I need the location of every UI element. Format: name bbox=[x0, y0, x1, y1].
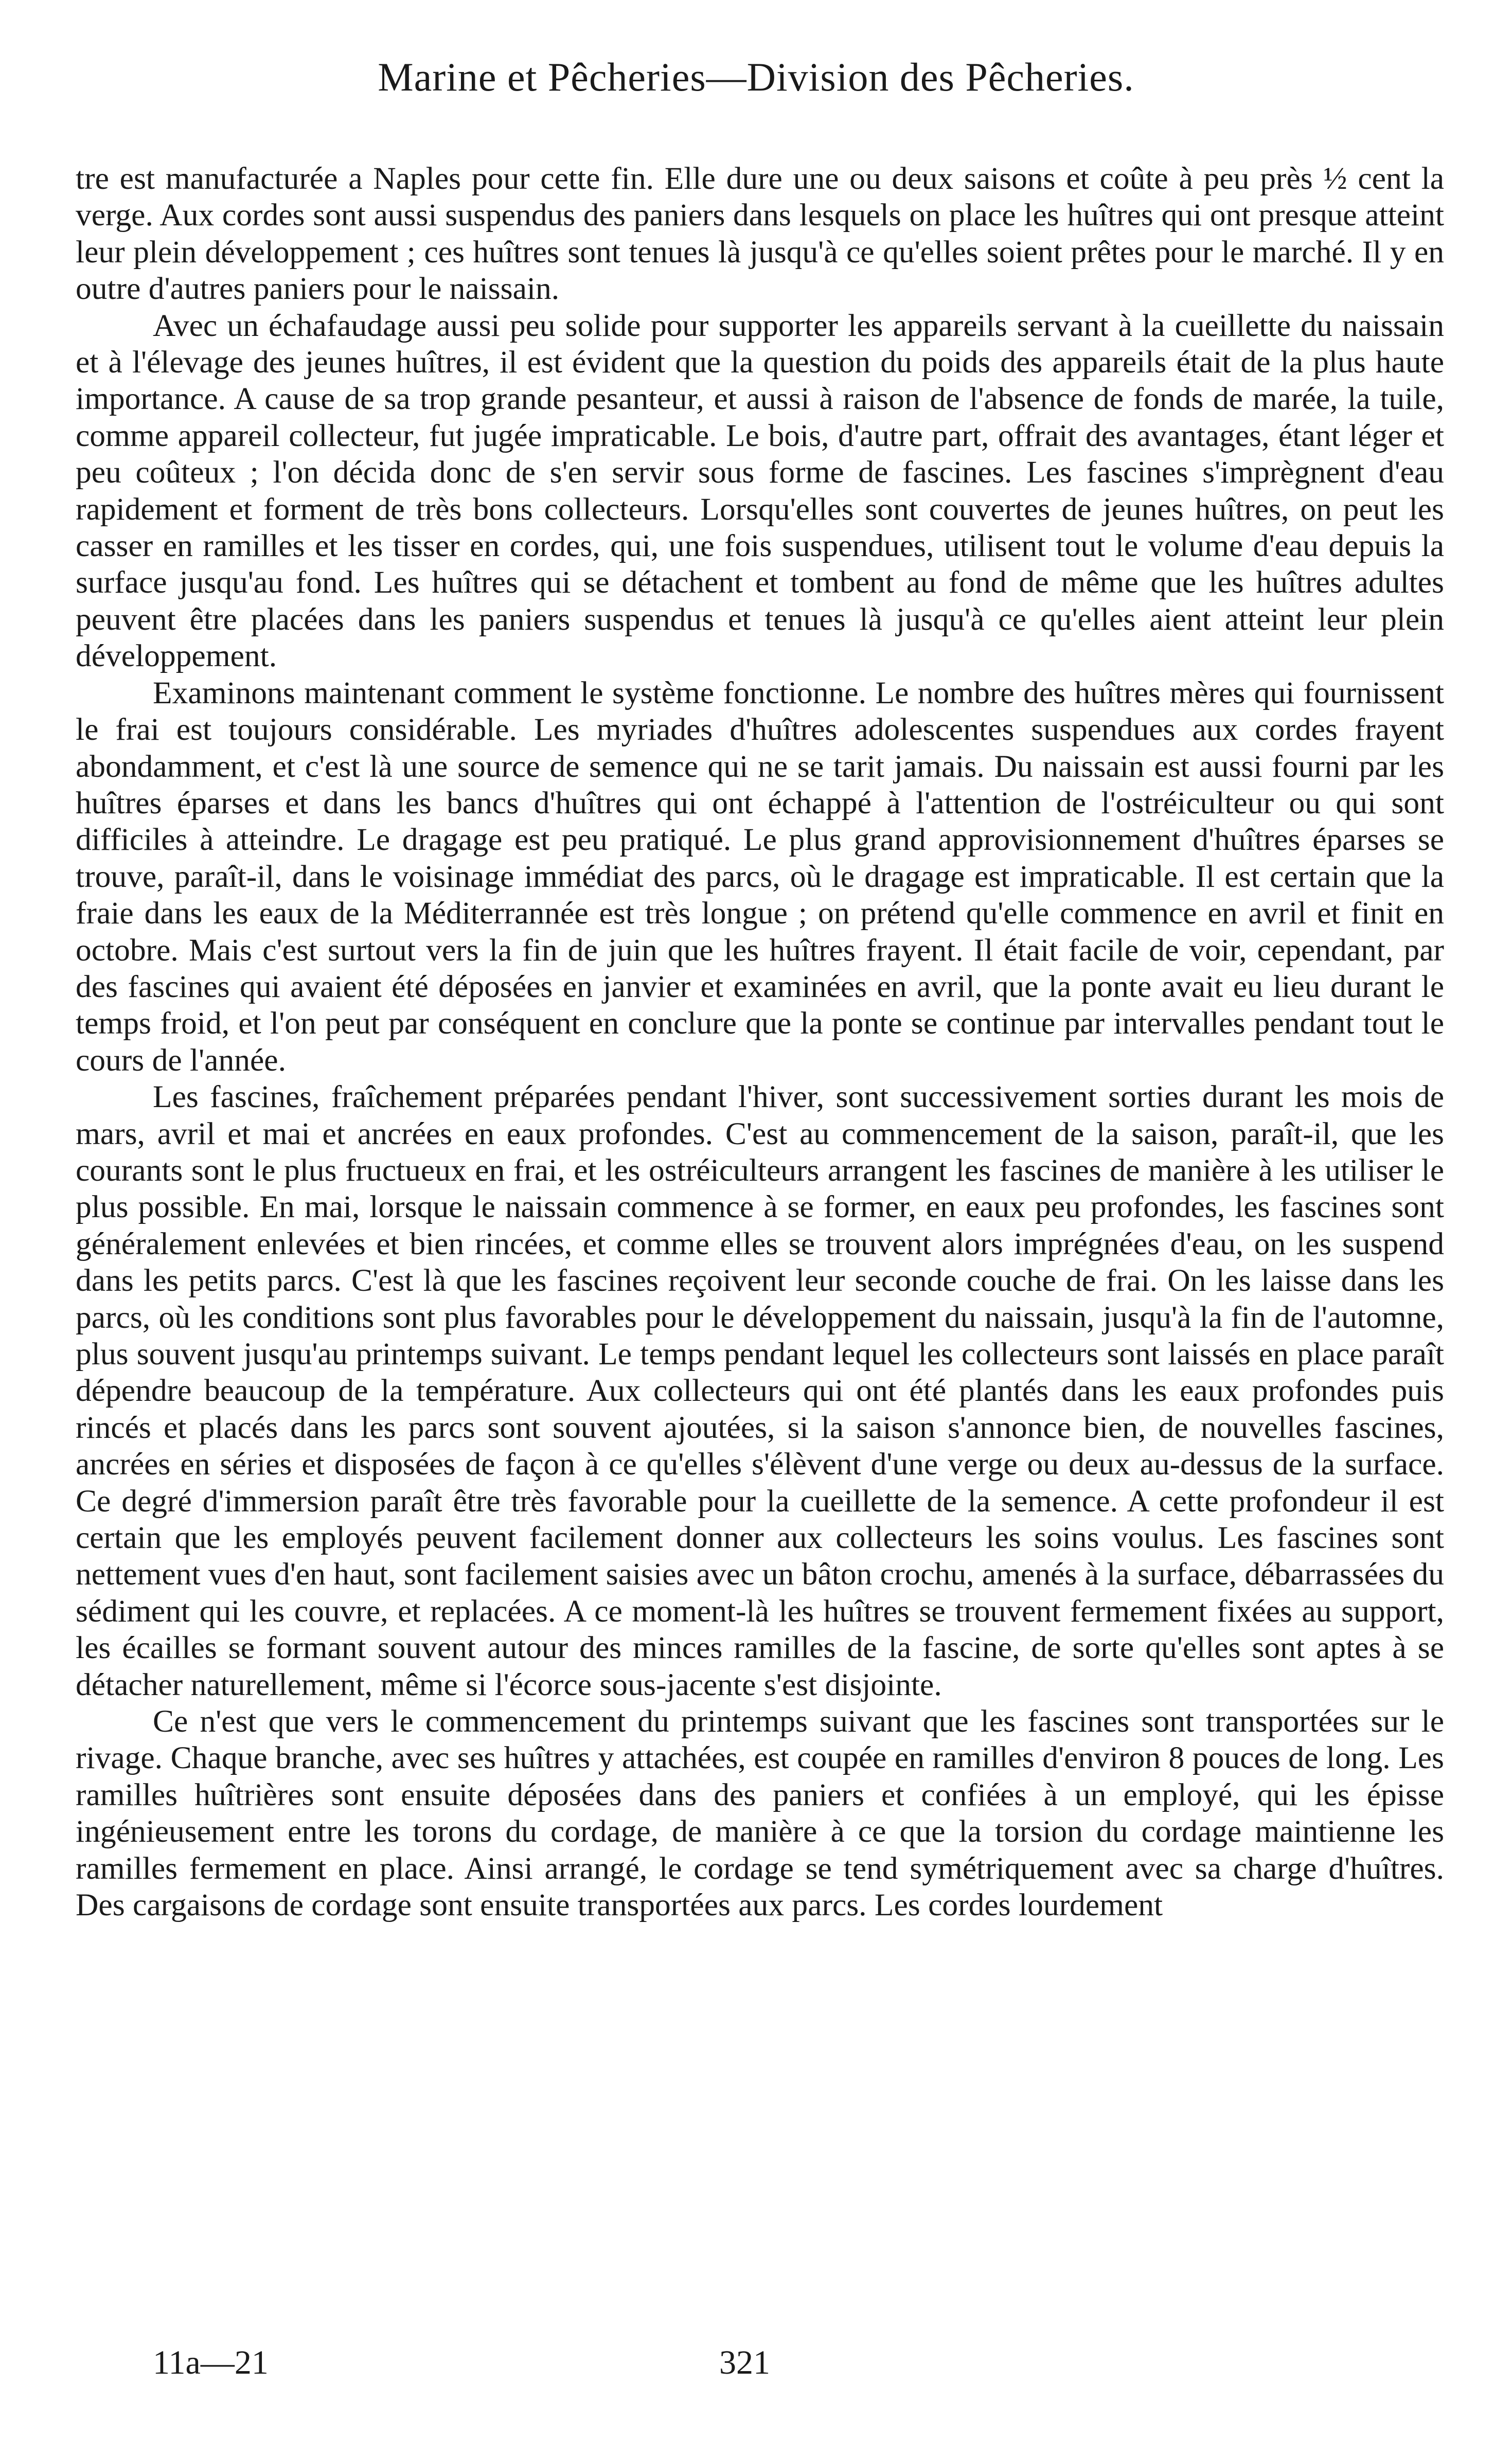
paragraph-spring-transport: Ce n'est que vers le commencement du printemps suivant que les fascines sont transportées sur le rivage. Chaque branche, avec ses huîtres y attachées, est coupée en ramilles d'environ 8 pouces de long. Les ramilles huîtrières sont ensuite déposées dans des paniers et confiées à un employé, qui les épisse ingénieusement entre les torons du cordage, de manière à ce que la torsion du cordage maintienne les ramilles fermement en place. Ainsi arrangé, le cordage se tend symétriquement avec sa charge d'huîtres. Des cargaisons de cordage sont ensuite transportées aux parcs. Les cordes lourdement bbox=[76, 1704, 1444, 1923]
paragraph-apparatus-weight: Avec un échafaudage aussi peu solide pour supporter les appareils servant à la cueillette du naissain et à l'élevage des jeunes huîtres, il est évident que la question du poids des appareils était de la plus haute importance. A cause de sa trop grande pesanteur, et aussi à raison de l'absence de fonds de marée, la tuile, comme appareil collecteur, fut jugée impraticable. Le bois, d'autre part, offrait des avantages, étant léger et peu coûteux ; l'on décida donc de s'en servir sous forme de fascines. Les fascines s'imprègnent d'eau rapidement et forment de très bons collecteurs. Lorsqu'elles sont couvertes de jeunes huîtres, on peut les casser en ramilles et les tisser en cordes, qui, une fois suspendues, utilisent tout le volume d'eau depuis la surface jusqu'au fond. Les huîtres qui se détachent et tombent au fond de même que les huîtres adultes peuvent être placées dans les paniers suspendus et tenues là jusqu'à ce qu'elles aient atteint leur plein développement. bbox=[76, 308, 1444, 674]
body-text bbox=[76, 161, 1444, 1924]
paragraph-fascines-season: Les fascines, fraîchement préparées pendant l'hiver, sont successivement sorties durant les mois de mars, avril et mai et ancrées en eaux profondes. C'est au commencement de la saison, paraît-il, que les courants sont le plus fructueux en frai, et les ostréiculteurs arrangent les fascines de manière à les utiliser le plus possible. En mai, lorsque le naissain commence à se former, en eaux peu profondes, les fascines sont généralement enlevées et bien rincées, et comme elles se trouvent alors imprégnées d'eau, on les suspend dans les petits parcs. C'est là que les fascines reçoivent leur seconde couche de frai. On les laisse dans les parcs, où les conditions sont plus favorables pour le développement du naissain, jusqu'à la fin de l'automne, plus souvent jusqu'au printemps suivant. Le temps pendant lequel les collecteurs sont laissés en place paraît dépendre beaucoup de la température. Aux collecteurs qui ont été plantés dans les eaux profondes puis rincés et placés dans les parcs sont souvent ajoutées, si la saison s'annonce bien, de nouvelles fascines, ancrées en séries et disposées de façon à ce qu'elles s'élèvent d'une verge ou deux au-dessus de la surface. Ce degré d'immersion paraît être très favorable pour la cueillette de la semence. A cette profondeur il est certain que les employés peuvent facilement donner aux collecteurs les soins voulus. Les fascines sont nettement vues d'en haut, sont facilement saisies avec un bâton crochu, amenés à la surface, débarrassées du sédiment qui les couvre, et replacées. A ce moment-là les huîtres se trouvent fermement fixées au support, les écailles se formant souvent autour des minces ramilles de la fascine, de sorte qu'elles sont aptes à se détacher naturellement, même si l'écorce sous-jacente s'est disjointe. bbox=[76, 1079, 1444, 1702]
running-title: Marine et Pêcheries—Division des Pêcheries. bbox=[378, 55, 1134, 99]
page-number: 321 bbox=[719, 2344, 770, 2381]
paragraph-system-function: Examinons maintenant comment le système fonctionne. Le nombre des huîtres mères qui fournissent le frai est toujours considérable. Les myriades d'huîtres adolescentes suspendues aux cordes frayent abondamment, et c'est là une source de semence qui ne se tarit jamais. Du naissain est aussi fourni par les huîtres éparses et dans les bancs d'huîtres qui ont échappé à l'attention de l'ostréiculteur ou qui sont difficiles à atteindre. Le dragage est peu pratiqué. Le plus grand approvisionnement d'huîtres éparses se trouve, paraît-il, dans le voisinage immédiat des parcs, où le dragage est impraticable. Il est certain que la fraie dans les eaux de la Méditerrannée est très longue ; on prétend qu'elle commence en avril et finit en octobre. Mais c'est surtout vers la fin de juin que les huîtres frayent. Il était facile de voir, cependant, par des fascines qui avaient été déposées en janvier et examinées en avril, que la ponte avait eu lieu durant le temps froid, et l'on peut par conséquent en conclure que la ponte se continue par intervalles pendant tout le cours de l'année. bbox=[76, 675, 1444, 1078]
signature-mark: 11a—21 bbox=[153, 2344, 269, 2381]
paragraph-continuation: tre est manufacturée a Naples pour cette fin. Elle dure une ou deux saisons et coûte à peu près ½ cent la verge. Aux cordes sont aussi suspendus des paniers dans lesquels on place les huîtres qui ont presque atteint leur plein développement ; ces huîtres sont tenues là jusqu'à ce qu'elles soient prêtes pour le marché. Il y en outre d'autres paniers pour le naissain. bbox=[76, 161, 1444, 307]
